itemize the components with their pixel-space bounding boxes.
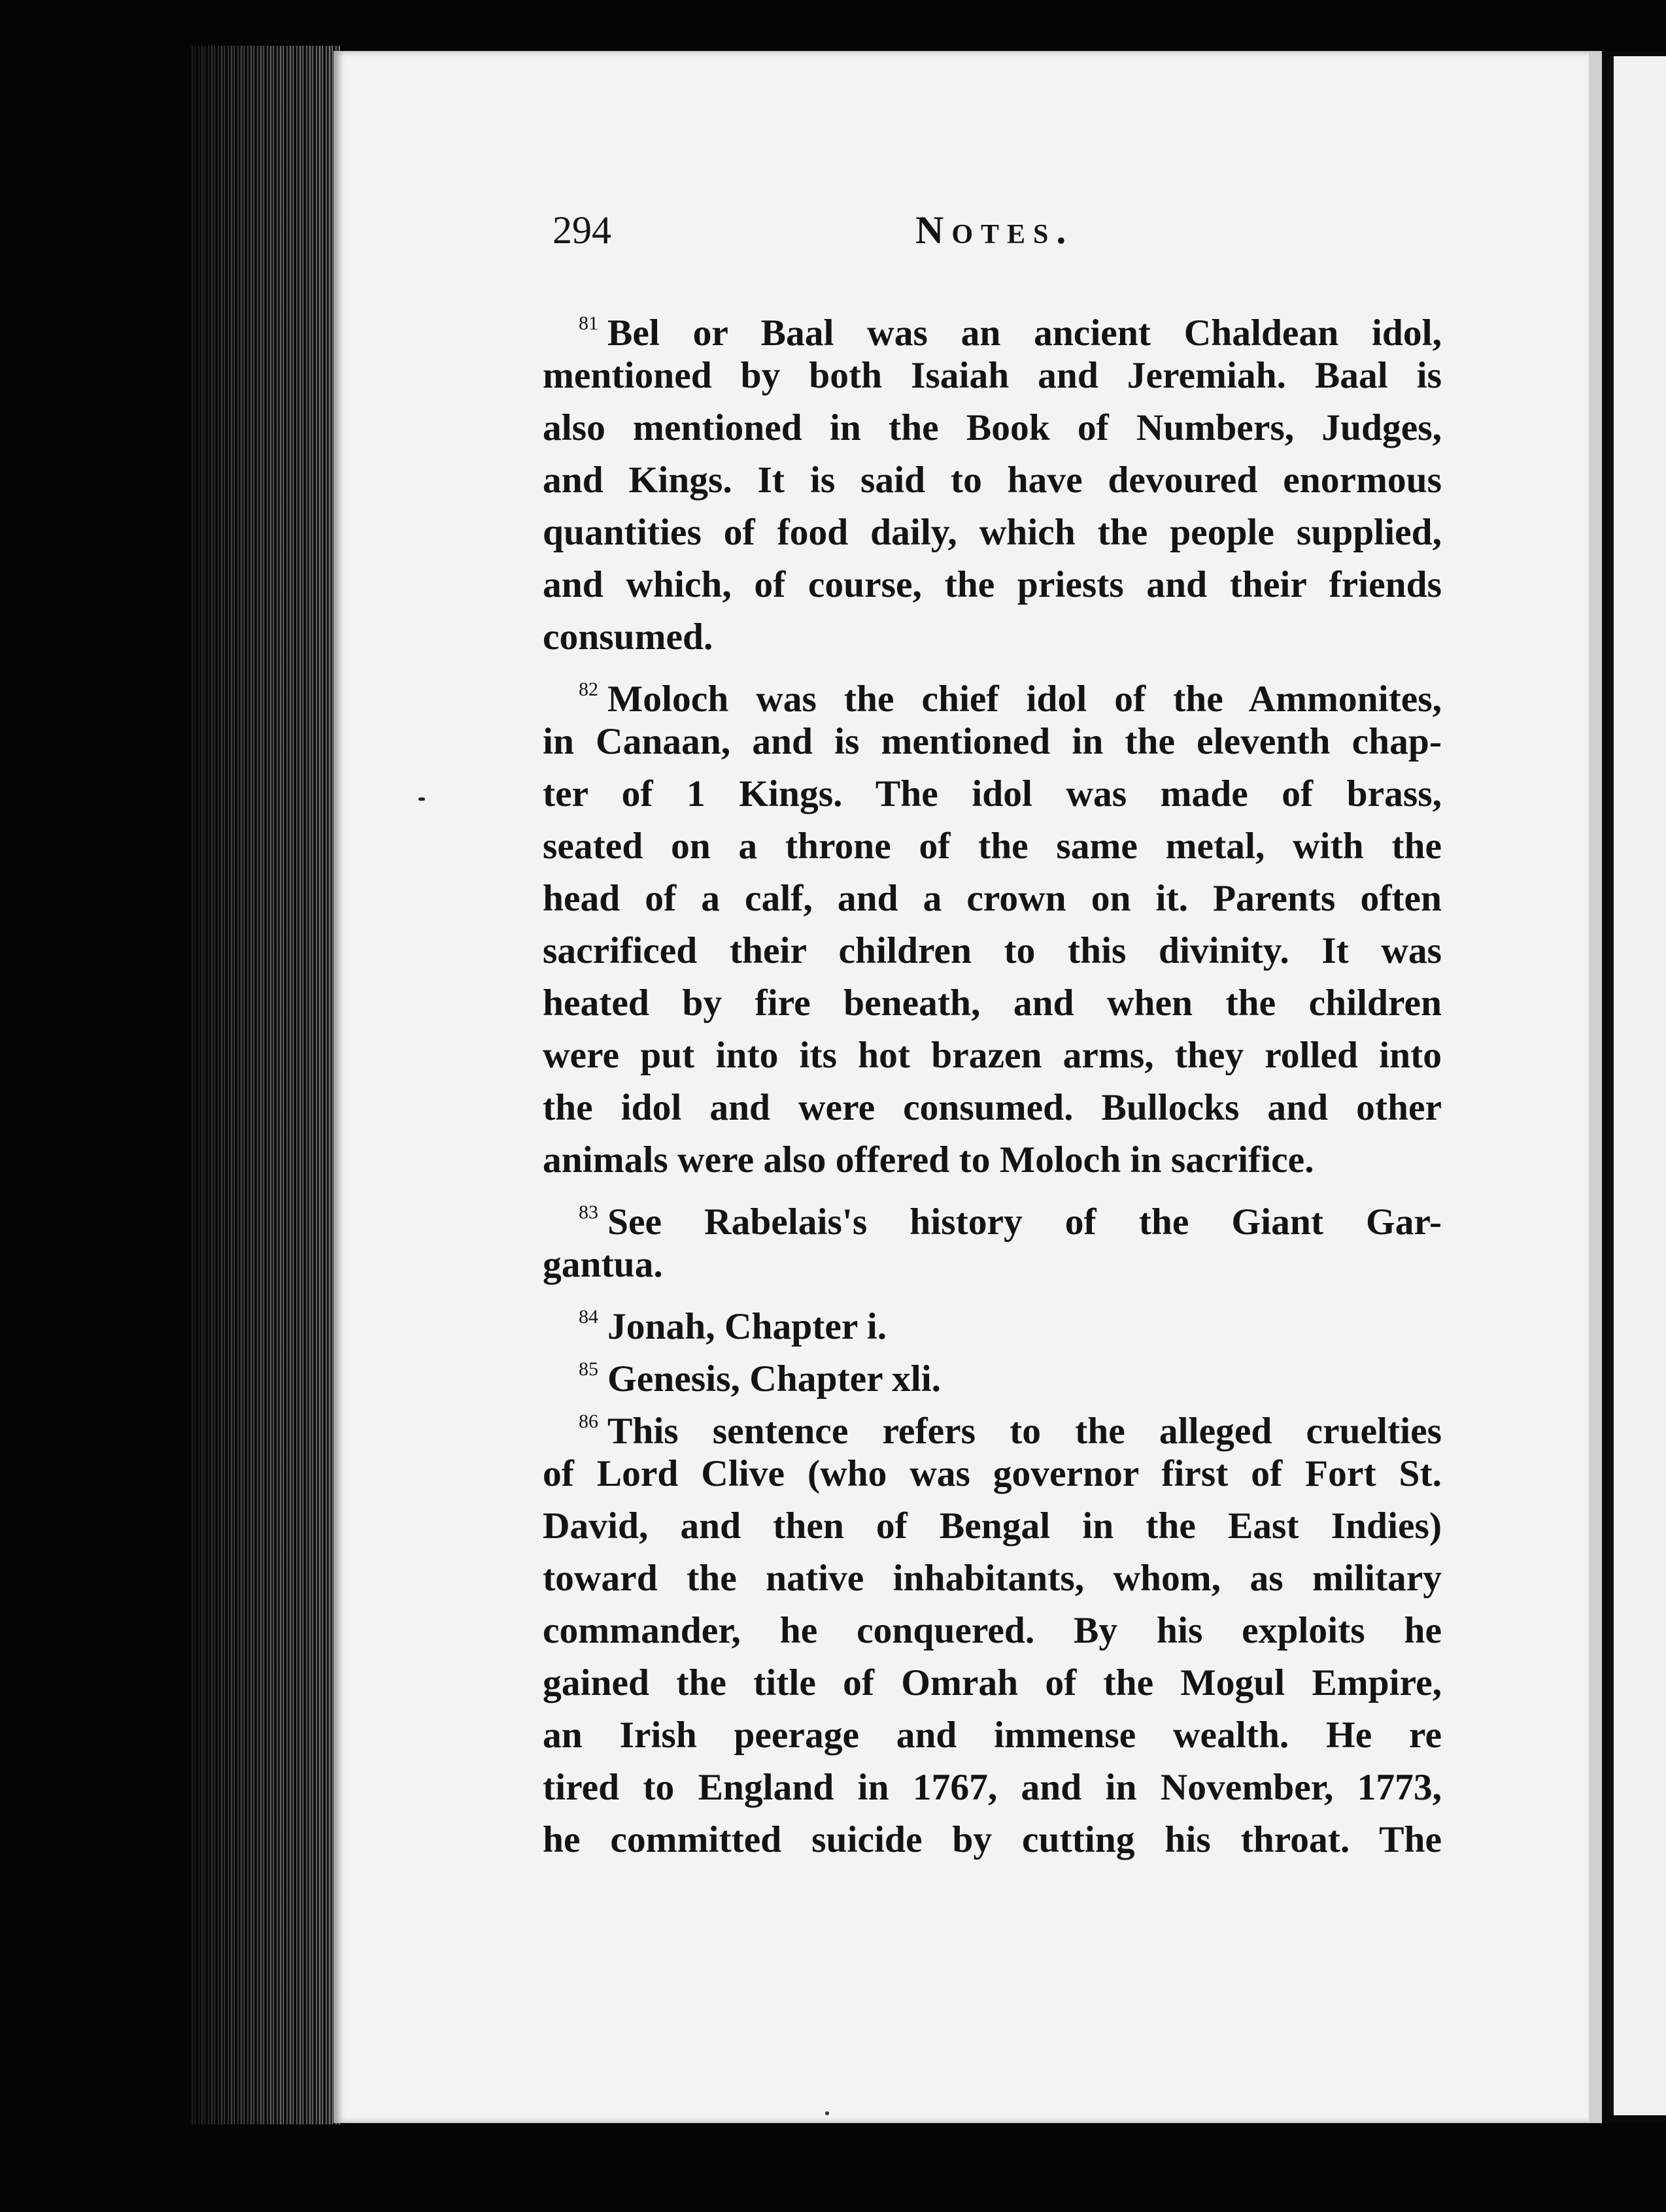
note-line: animals were also offered to Moloch in sacrifice. [543,1139,1314,1181]
note-line: commander, he conquered. By his exploits he [543,1610,1442,1651]
note-text: Bel or Baal was an ancient Chaldean idol, [607,312,1442,354]
note-line: and which, of course, the priests and their friends [543,564,1442,605]
note-line: he committed suicide by cutting his throat. The [543,1819,1442,1860]
ink-speck [825,2111,829,2115]
notes-body [543,297,1442,1866]
note-text: This sentence refers to the alleged cruelties [607,1411,1442,1452]
note-line: seated on a throne of the same metal, with the [543,826,1442,867]
note-number: 81 [579,312,598,334]
note-line: were put into its hot brazen arms, they rolled into [543,1035,1442,1076]
page-edges-shadow [190,46,340,2124]
note-line: head of a calf, and a crown on it. Parents often [543,878,1442,919]
note-text: See Rabelais's history of the Giant Gar- [607,1201,1442,1243]
note-line: toward the native inhabitants, whom, as military [543,1558,1442,1599]
note-line: quantities of food daily, which the people supplied, [543,512,1442,553]
note-number: 84 [579,1306,598,1328]
ink-speck [418,797,425,801]
running-title: Notes. [915,209,1074,252]
note-line: mentioned by both Isaiah and Jeremiah. Baal is [543,355,1442,396]
note-number: 82 [579,679,598,700]
page-number: 294 [552,209,611,252]
facing-page [1610,56,1666,2115]
note-line: also mentioned in the Book of Numbers, Judges, [543,407,1442,448]
running-head [552,204,1425,256]
note-line [543,663,1442,720]
note-line: an Irish peerage and immense wealth. He re [543,1715,1442,1756]
note-number: 85 [579,1358,598,1380]
note-number: 83 [579,1201,598,1223]
note-number: 86 [579,1411,598,1432]
note-line: gantua. [543,1244,663,1285]
note-line [543,1396,1442,1452]
note-line: and Kings. It is said to have devoured enormous [543,460,1442,501]
note-line: tired to England in 1767, and in November, 1773, [543,1767,1442,1808]
note-text: Genesis, Chapter xli. [607,1358,942,1399]
note-line: gained the title of Omrah of the Mogul Empire, [543,1662,1442,1703]
note-line [543,1291,1442,1347]
note-line: David, and then of Bengal in the East Indies) [543,1505,1442,1547]
note-line: ter of 1 Kings. The idol was made of brass, [543,773,1442,814]
note-line: the idol and were consumed. Bullocks and other [543,1087,1442,1128]
note-line: heated by fire beneath, and when the children [543,982,1442,1024]
note-line [543,297,1442,354]
note-line: in Canaan, and is mentioned in the eleventh chap- [543,721,1442,762]
note-text: Jonah, Chapter i. [607,1306,887,1347]
note-text: Moloch was the chief idol of the Ammonites, [607,679,1442,720]
note-line: of Lord Clive (who was governor first of Fort St. [543,1453,1442,1494]
note-line [543,1186,1442,1243]
note-line [543,1343,1442,1399]
note-line: sacrificed their children to this divinity. It was [543,930,1442,971]
note-line: consumed. [543,616,713,658]
gutter-strip [1589,51,1602,2123]
